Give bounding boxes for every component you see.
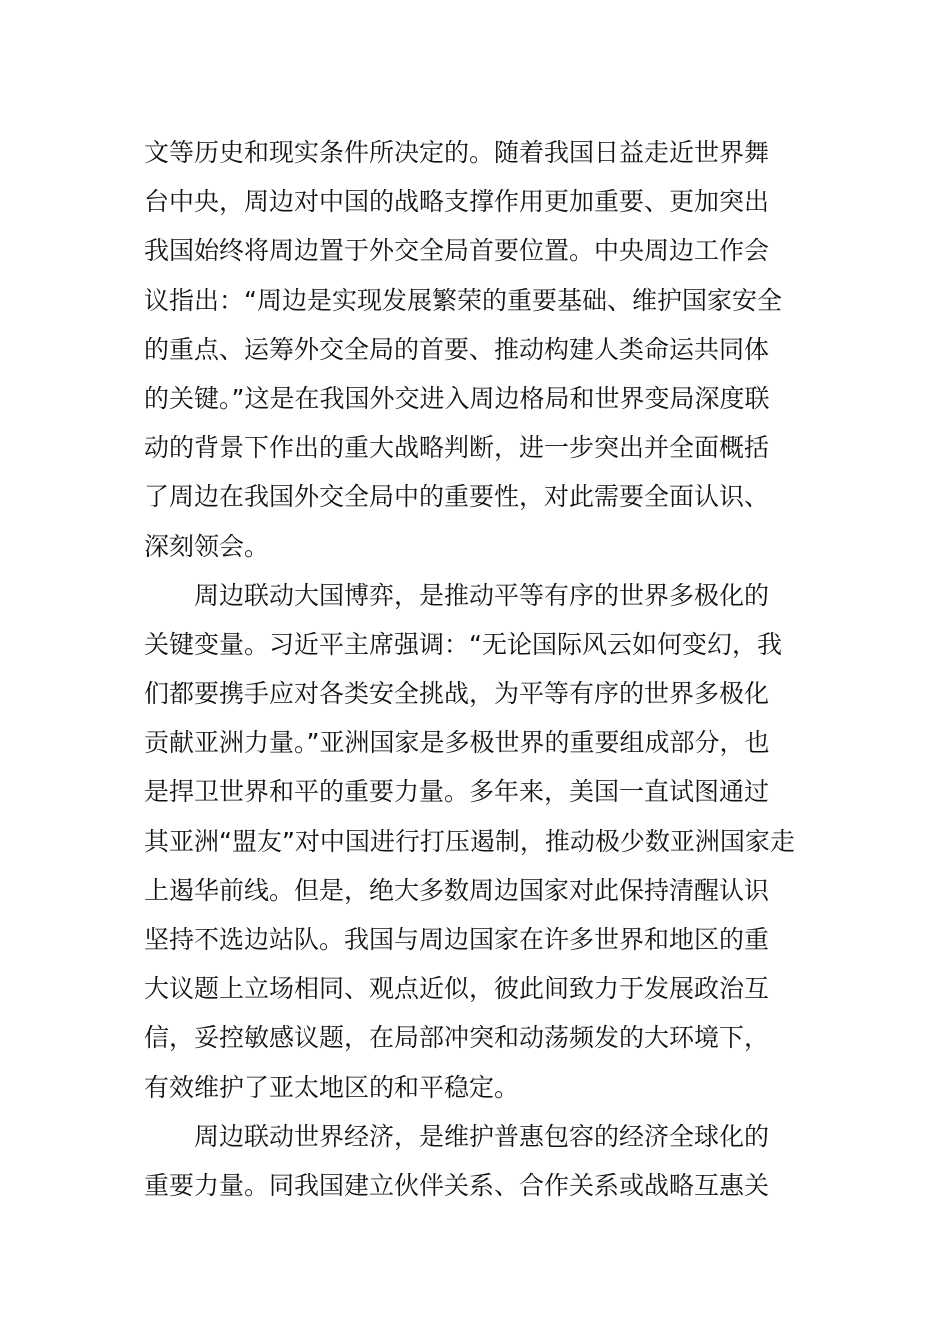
text-line: 贡献亚洲力量。”亚洲国家是多极世界的重要组成部分，也	[144, 728, 770, 758]
text-line: 议指出：“周边是实现发展繁荣的重要基础、维护国家安全	[144, 285, 782, 315]
text-line: 们都要携手应对各类安全挑战，为平等有序的世界多极化	[144, 679, 770, 709]
text-line: 坚持不选边站队。我国与周边国家在许多世界和地区的重	[144, 925, 770, 954]
text-line: 文等历史和现实条件所决定的。随着我国日益走近世界舞	[144, 138, 770, 167]
text-line: 的重点、运筹外交全局的首要、推动构建人类命运共同体	[144, 334, 770, 364]
text-line: 我国始终将周边置于外交全局首要位置。中央周边工作会	[144, 236, 770, 266]
text-line: 深刻领会。	[144, 531, 270, 561]
text-line: 有效维护了亚太地区的和平稳定。	[144, 1072, 520, 1102]
paragraph-2	[144, 571, 810, 1112]
text-line: 动的背景下作出的重大战略判断，进一步突出并全面概括	[144, 433, 770, 463]
text-line: 大议题上立场相同、观点近似，彼此间致力于发展政治互	[144, 974, 770, 1004]
text-line: 是捍卫世界和平的重要力量。多年来，美国一直试图通过	[144, 777, 770, 807]
text-line: 台中央，周边对中国的战略支撑作用更加重要、更加突出	[144, 187, 770, 217]
text-line: 周边联动大国博弈，是推动平等有序的世界多极化的	[194, 580, 770, 610]
text-line: 上遏华前线。但是，绝大多数周边国家对此保持清醒认识	[144, 875, 770, 905]
text-line: 信，妥控敏感议题，在局部冲突和动荡频发的大环境下，	[144, 1023, 770, 1053]
paragraph-3	[144, 1112, 810, 1210]
text-line: 了周边在我国外交全局中的重要性，对此需要全面认识、	[144, 482, 770, 512]
text-line: 的关键。”这是在我国外交进入周边格局和世界变局深度联	[144, 383, 770, 413]
text-line: 其亚洲“盟友”对中国进行打压遏制，推动极少数亚洲国家走	[144, 826, 795, 856]
text-line: 周边联动世界经济，是维护普惠包容的经济全球化的	[194, 1121, 770, 1151]
text-line: 关键变量。习近平主席强调：“无论国际风云如何变幻，我	[144, 629, 782, 659]
paragraph-1	[144, 128, 810, 571]
text-line: 重要力量。同我国建立伙伴关系、合作关系或战略互惠关	[144, 1170, 770, 1200]
body-text	[144, 128, 810, 1210]
